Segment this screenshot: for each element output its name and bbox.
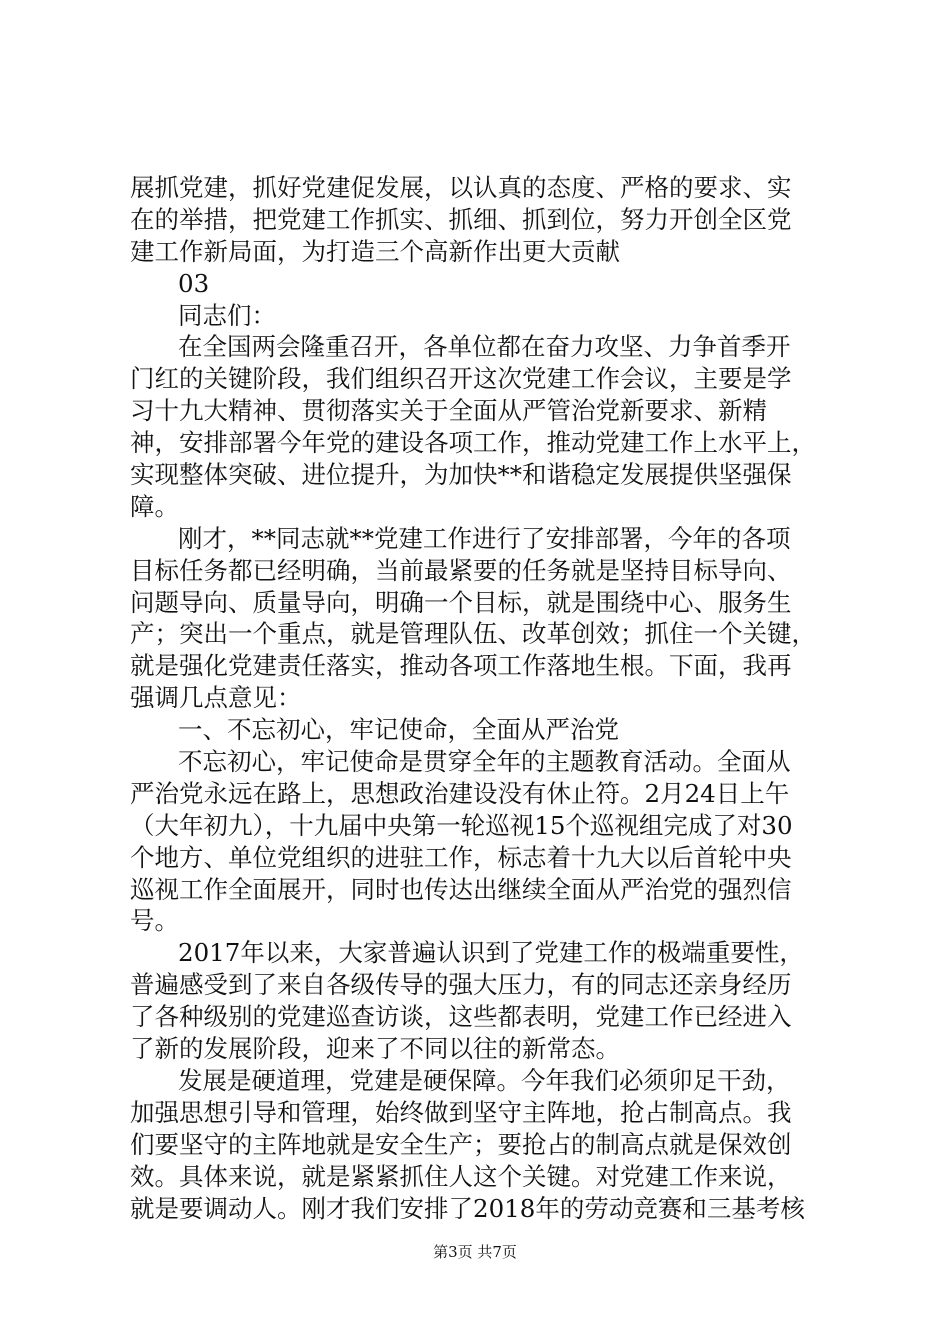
text-line: 严治党永远在路上，思想政治建设没有休止符。2月24日上午 <box>130 778 790 808</box>
text-line: 了新的发展阶段，迎来了不同以往的新常态。 <box>130 1034 620 1064</box>
text-line: 门红的关键阶段，我们组织召开这次党建工作会议，主要是学 <box>130 364 792 394</box>
section-heading: 一、不忘初心，牢记使命，全面从严治党 <box>178 715 619 745</box>
section-number: 03 <box>178 268 210 298</box>
text-line: 就是强化党建责任落实，推动各项工作落地生根。下面，我再 <box>130 651 792 681</box>
text-line: 号。 <box>130 906 179 936</box>
page-number: 第3页 共7页 <box>433 1243 517 1261</box>
text-line: 建工作新局面，为打造三个高新作出更大贡献 <box>130 236 620 266</box>
text-line: 就是要调动人。刚才我们安排了2018年的劳动竞赛和三基考核 <box>130 1193 805 1223</box>
paragraph-start: 2017年以来，大家普遍认识到了党建工作的极端重要性， <box>178 938 804 968</box>
text-line: 普遍感受到了来自各级传导的强大压力，有的同志还亲身经历 <box>130 970 792 1000</box>
salutation: 同志们： <box>178 300 276 330</box>
text-line: 产；突出一个重点，就是管理队伍、改革创效；抓住一个关键， <box>130 619 816 649</box>
paragraph-start: 刚才，**同志就**党建工作进行了安排部署，今年的各项 <box>178 523 791 553</box>
text-line: 们要坚守的主阵地就是安全生产；要抢占的制高点就是保效创 <box>130 1129 792 1159</box>
paragraph-start: 在全国两会隆重召开，各单位都在奋力攻坚、力争首季开 <box>178 332 791 362</box>
text-line: 展抓党建，抓好党建促发展，以认真的态度、严格的要求、实 <box>130 173 792 202</box>
text-line: 巡视工作全面展开，同时也传达出继续全面从严治党的强烈信 <box>130 874 792 904</box>
text-line: 个地方、单位党组织的进驻工作，标志着十九大以后首轮中央 <box>130 842 792 872</box>
text-line: 强调几点意见： <box>130 683 302 713</box>
text-line: 神，安排部署今年党的建设各项工作，推动党建工作上水平上， <box>130 428 816 458</box>
text-line: 目标任务都已经明确，当前最紧要的任务就是坚持目标导向、 <box>130 555 792 585</box>
text-line: 问题导向、质量导向，明确一个目标，就是围绕中心、服务生 <box>130 587 792 617</box>
text-line: 实现整体突破、进位提升，为加快**和谐稳定发展提供坚强保 <box>130 460 792 490</box>
text-line: 加强思想引导和管理，始终做到坚守主阵地，抢占制高点。我 <box>130 1097 792 1127</box>
text-line: 障。 <box>130 491 179 521</box>
text-line: （大年初九），十九届中央第一轮巡视15个巡视组完成了对30 <box>130 810 793 840</box>
text-line: 了各种级别的党建巡查访谈，这些都表明，党建工作已经进入 <box>130 1002 792 1032</box>
paragraph-start: 不忘初心，牢记使命是贯穿全年的主题教育活动。全面从 <box>178 747 791 777</box>
text-line: 习十九大精神、贯彻落实关于全面从严管治党新要求、新精 <box>130 396 767 426</box>
paragraph-start: 发展是硬道理，党建是硬保障。今年我们必须卯足干劲， <box>178 1065 791 1095</box>
text-line: 效。具体来说，就是紧紧抓住人这个关键。对党建工作来说， <box>130 1161 792 1191</box>
text-line: 在的举措，把党建工作抓实、抓细、抓到位，努力开创全区党 <box>130 204 792 234</box>
document-body <box>130 172 830 1224</box>
